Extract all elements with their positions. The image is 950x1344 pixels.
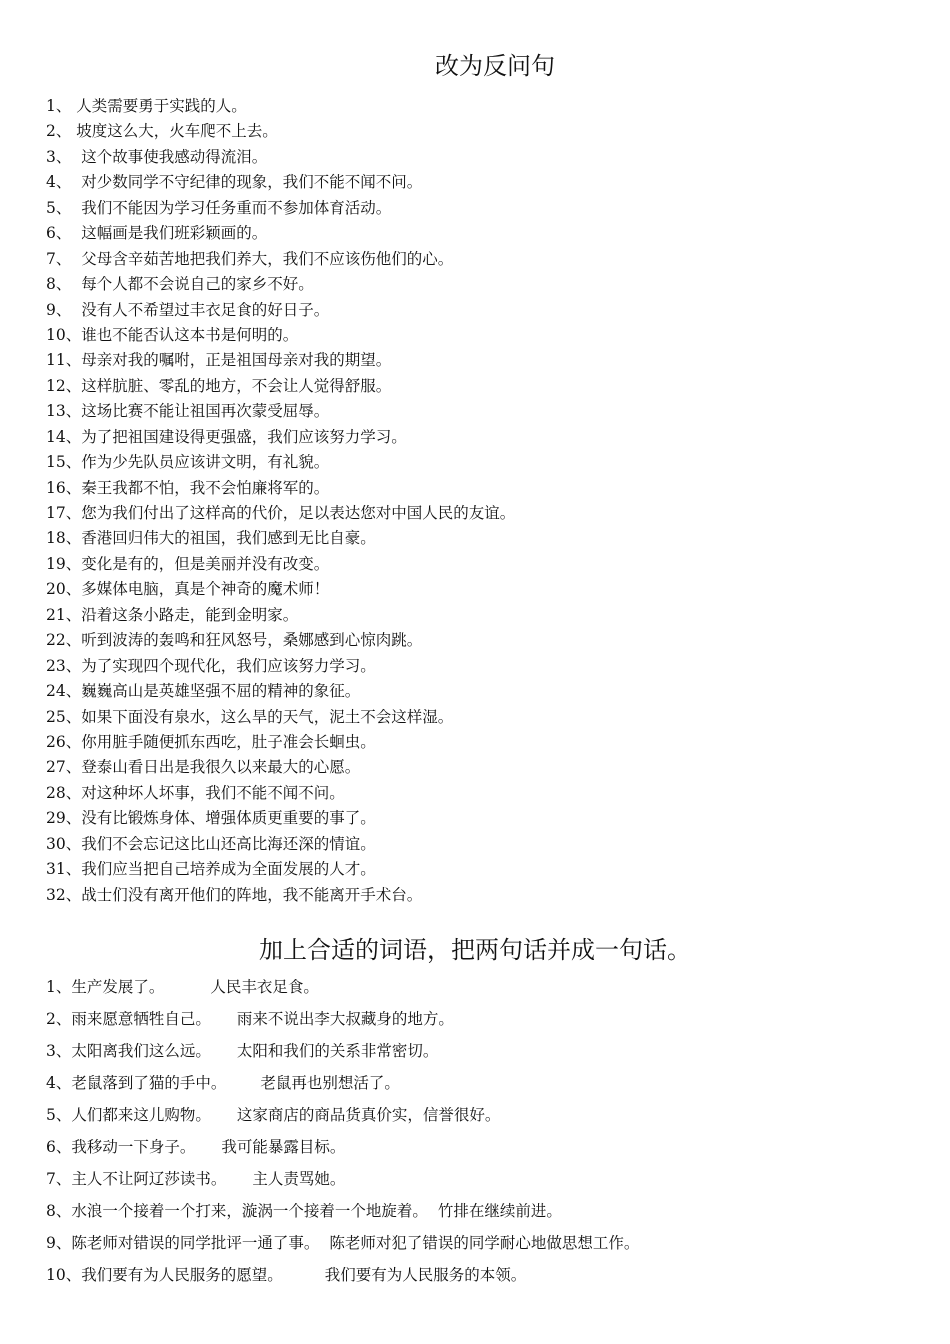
list-item [46, 1131, 639, 1163]
sentence-b: 这家商店的商品货真价实，信誉很好。 [236, 1106, 501, 1124]
item-number: 8、 [46, 275, 72, 294]
item-number: 25、 [46, 707, 82, 726]
item-number: 32、 [46, 885, 82, 904]
list-item [46, 272, 515, 297]
item-number: 21、 [46, 605, 82, 624]
list-item [46, 170, 515, 195]
sentence-a: 我们要有为人民服务的愿望。 [81, 1266, 283, 1284]
item-text: 人类需要勇于实践的人。 [71, 97, 247, 115]
list-item [46, 705, 515, 730]
item-number: 10、 [46, 325, 82, 344]
item-text: 对这种坏人坏事，我们不能不闻不问。 [81, 783, 345, 802]
item-number: 14、 [46, 427, 82, 446]
item-number: 6、 [46, 1138, 72, 1156]
list-item [46, 730, 515, 755]
sentence-b: 竹排在继续前进。 [437, 1202, 562, 1220]
list-item [46, 94, 515, 119]
item-text: 谁也不能否认这本书是何明的。 [81, 325, 299, 344]
item-number: 24、 [46, 682, 82, 701]
item-text: 这个故事使我感动得流泪。 [71, 147, 268, 166]
item-text: 父母含辛茹苦地把我们养大，我们不应该伤他们的心。 [71, 249, 454, 268]
item-text: 母亲对我的嘱咐，正是祖国母亲对我的期望。 [81, 351, 392, 370]
item-text: 没有比锻炼身体、增强体质更重要的事了。 [81, 809, 376, 828]
item-text: 巍巍高山是英雄坚强不屈的精神的象征。 [81, 682, 361, 701]
item-number: 31、 [46, 860, 82, 879]
list-item [46, 1163, 639, 1195]
item-text: 对少数同学不守纪律的现象，我们不能不闻不问。 [71, 173, 423, 192]
item-number: 30、 [46, 834, 82, 853]
item-text: 登泰山看日出是我很久以来最大的心愿。 [81, 758, 361, 777]
list-item [46, 654, 515, 679]
item-number: 16、 [46, 478, 82, 497]
item-number: 23、 [46, 656, 82, 675]
list-item [46, 781, 515, 806]
item-number: 9、 [46, 1234, 72, 1252]
item-text: 我们不能因为学习任务重而不参加体育活动。 [71, 198, 392, 217]
list-item [46, 196, 515, 221]
list-item [46, 526, 515, 551]
item-text: 为了实现四个现代化，我们应该努力学习。 [81, 656, 376, 675]
list-item [46, 425, 515, 450]
item-text: 没有人不希望过丰衣足食的好日子。 [71, 300, 330, 319]
item-text: 您为我们付出了这样高的代价，足以表达您对中国人民的友谊。 [81, 504, 516, 522]
list-item [46, 374, 515, 399]
sentence-b: 陈老师对犯了错误的同学耐心地做思想工作。 [329, 1234, 640, 1252]
sentence-b: 我们要有为人民服务的本领。 [324, 1266, 527, 1284]
item-number: 4、 [46, 1074, 72, 1092]
list-item [46, 145, 515, 170]
item-text: 沿着这条小路走，能到金明家。 [81, 605, 299, 624]
sentence-a: 人们都来这儿购物。 [71, 1106, 211, 1124]
item-number: 20、 [46, 580, 82, 599]
item-text: 这幅画是我们班彩颖画的。 [71, 224, 268, 243]
list-item [46, 552, 515, 577]
item-text: 我们不会忘记这比山还高比海还深的情谊。 [81, 834, 376, 853]
list-item [46, 1259, 639, 1291]
list-item [46, 399, 515, 424]
item-text: 坡度这么大，火车爬不上去。 [71, 122, 278, 141]
list-item [46, 501, 515, 526]
list-item [46, 577, 515, 602]
item-text: 每个人都不会说自己的家乡不好。 [71, 275, 314, 294]
sentence-a: 生产发展了。 [71, 978, 165, 996]
sentence-a: 老鼠落到了猫的手中。 [71, 1074, 227, 1092]
item-number: 1、 [46, 978, 72, 996]
sentence-a: 主人不让阿辽莎读书。 [71, 1170, 227, 1188]
item-number: 28、 [46, 783, 82, 802]
rhetorical-question-list [46, 94, 515, 908]
list-item [46, 883, 515, 908]
sentence-a: 太阳离我们这么远。 [71, 1042, 211, 1060]
sentence-b: 主人责骂她。 [252, 1170, 346, 1188]
item-number: 2、 [46, 122, 72, 141]
item-number: 15、 [46, 453, 82, 472]
list-item [46, 857, 515, 882]
sentence-a: 雨来愿意牺牲自己。 [71, 1010, 211, 1028]
item-text: 这样肮脏、零乱的地方，不会让人觉得舒服。 [81, 376, 392, 395]
item-text: 这场比赛不能让祖国再次蒙受屈辱。 [81, 402, 330, 421]
item-number: 19、 [46, 554, 82, 573]
sentence-a: 我移动一下身子。 [71, 1138, 196, 1156]
list-item [46, 323, 515, 348]
sentence-b: 人民丰衣足食。 [210, 978, 319, 996]
item-number: 29、 [46, 809, 82, 828]
item-number: 13、 [46, 402, 82, 421]
sentence-a: 水浪一个接着一个打来，漩涡一个接着一个地旋着。 [71, 1202, 428, 1220]
list-item [46, 1003, 639, 1035]
item-number: 7、 [46, 249, 72, 268]
item-text: 变化是有的，但是美丽并没有改变。 [81, 554, 330, 573]
list-item [46, 1035, 639, 1067]
item-number: 22、 [46, 631, 82, 650]
item-text: 听到波涛的轰鸣和狂风怒号，桑娜感到心惊肉跳。 [81, 631, 423, 650]
sentence-combine-list [46, 971, 639, 1291]
item-number: 4、 [46, 173, 72, 192]
item-number: 18、 [46, 529, 82, 548]
item-number: 3、 [46, 1042, 72, 1060]
list-item [46, 679, 515, 704]
list-item [46, 1067, 639, 1099]
sentence-a: 陈老师对错误的同学批评一通了事。 [71, 1234, 320, 1252]
list-item [46, 348, 515, 373]
item-text: 作为少先队员应该讲文明，有礼貌。 [81, 453, 330, 472]
item-number: 5、 [46, 198, 72, 217]
item-number: 1、 [46, 97, 72, 115]
list-item [46, 298, 515, 323]
item-text: 你用脏手随便抓东西吃，肚子准会长蛔虫。 [81, 732, 376, 751]
item-text: 秦王我都不怕，我不会怕廉将军的。 [81, 478, 330, 497]
list-item [46, 450, 515, 475]
list-item [46, 1195, 639, 1227]
item-number: 12、 [46, 376, 82, 395]
item-text: 战士们没有离开他们的阵地，我不能离开手术台。 [81, 885, 423, 904]
list-item [46, 1227, 639, 1259]
list-item [46, 755, 515, 780]
sentence-b: 雨来不说出李大叔藏身的地方。 [236, 1010, 454, 1028]
item-number: 5、 [46, 1106, 72, 1124]
item-number: 10、 [46, 1266, 82, 1284]
list-item [46, 603, 515, 628]
item-number: 9、 [46, 300, 72, 319]
item-text: 多媒体电脑，真是个神奇的魔术师！ [81, 580, 330, 599]
sentence-b: 我可能暴露目标。 [221, 1138, 346, 1156]
list-item [46, 247, 515, 272]
list-item [46, 476, 515, 501]
item-number: 17、 [46, 504, 82, 522]
item-number: 8、 [46, 1202, 72, 1220]
section1-title: 改为反问句 [435, 52, 555, 80]
item-number: 11、 [46, 351, 82, 370]
item-number: 27、 [46, 758, 82, 777]
section2-title: 加上合适的词语，把两句话并成一句话。 [259, 936, 691, 964]
list-item [46, 221, 515, 246]
list-item [46, 628, 515, 653]
list-item [46, 806, 515, 831]
list-item [46, 971, 639, 1003]
item-text: 我们应当把自己培养成为全面发展的人才。 [81, 860, 376, 879]
item-text: 如果下面没有泉水，这么旱的天气，泥土不会这样湿。 [81, 707, 454, 726]
item-number: 2、 [46, 1010, 72, 1028]
list-item [46, 1099, 639, 1131]
item-number: 7、 [46, 1170, 72, 1188]
list-item [46, 119, 515, 144]
sentence-b: 老鼠再也别想活了。 [260, 1074, 400, 1092]
item-text: 香港回归伟大的祖国，我们感到无比自豪。 [81, 529, 376, 548]
sentence-b: 太阳和我们的关系非常密切。 [236, 1042, 439, 1060]
item-text: 为了把祖国建设得更强盛，我们应该努力学习。 [81, 427, 407, 446]
item-number: 3、 [46, 147, 72, 166]
list-item [46, 832, 515, 857]
item-number: 6、 [46, 224, 72, 243]
item-number: 26、 [46, 732, 82, 751]
